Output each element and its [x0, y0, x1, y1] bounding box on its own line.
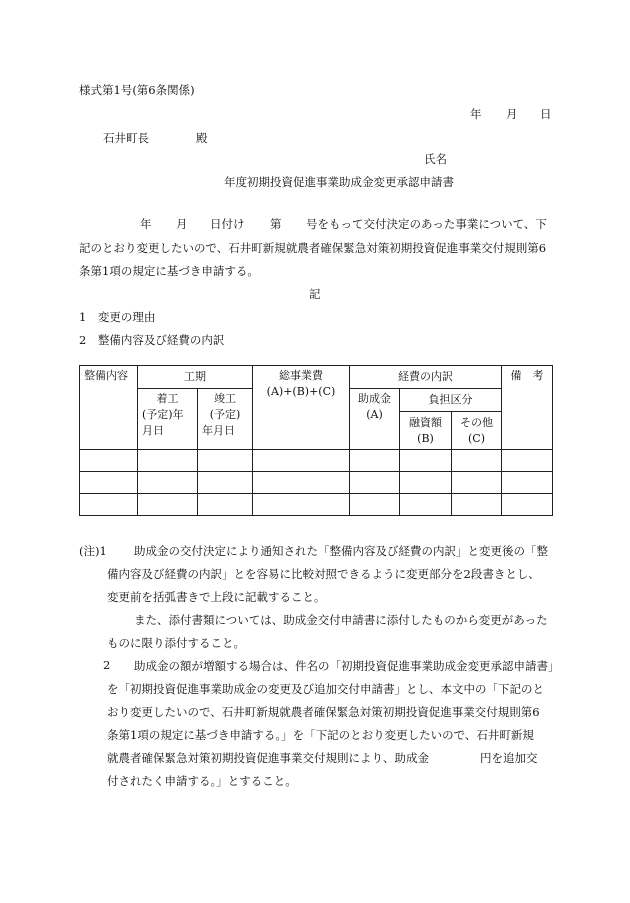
cell — [350, 472, 400, 494]
header-remarks: 備 考 — [502, 366, 553, 450]
note1-line1: 助成金の交付決定により通知された「整備内容及び経費の内訳」と変更後の「整 — [134, 544, 548, 558]
body-number-prefix: 第 — [270, 217, 282, 231]
note2-label: 2 — [103, 658, 111, 672]
body-line2: 記のとおり変更したいので、石井町新規就農者確保緊急対策初期投資促進事業交付規則第6 — [79, 241, 547, 255]
item-change-reason: 1 変更の理由 — [79, 310, 156, 324]
cell — [198, 450, 253, 472]
cell — [80, 494, 138, 516]
end-planned: (予定) — [209, 408, 241, 421]
cell — [502, 450, 553, 472]
breakdown-table — [79, 365, 553, 516]
cell — [400, 450, 452, 472]
header-end — [198, 389, 253, 450]
item-breakdown: 2 整備内容及び経費の内訳 — [79, 333, 225, 347]
addressee: 石井町長 — [103, 131, 149, 145]
cell — [80, 450, 138, 472]
date-year: 年 — [470, 107, 482, 121]
note1-line3: 変更前を括弧書きで上段に記載すること。 — [107, 590, 326, 604]
honorific: 殿 — [196, 131, 208, 145]
note1-line2: 備内容及び経費の内訳」とを容易に比較対照できるように変更部分を2段書きとし、 — [107, 567, 540, 581]
header-period: 工期 — [138, 366, 253, 389]
body-date: 日付け — [210, 217, 245, 231]
header-subsidy — [350, 389, 400, 450]
loan-code: (B) — [417, 431, 434, 445]
header-loan — [400, 412, 452, 450]
body-year: 年 — [140, 217, 152, 231]
cell — [452, 450, 502, 472]
start-label: 着工 — [156, 392, 179, 405]
note1-line5: ものに限り添付すること。 — [107, 636, 245, 650]
body-line1-rest: 号をもって交付決定のあった事業について、下 — [306, 217, 547, 231]
cell — [253, 494, 350, 516]
header-other — [452, 412, 502, 450]
cell — [452, 472, 502, 494]
cell — [198, 494, 253, 516]
end-label: 竣工 — [214, 392, 236, 405]
table-row — [80, 450, 553, 472]
note2-line3: おり変更したいので、石井町新規就農者確保緊急対策初期投資促進事業交付規則第6 — [107, 705, 540, 719]
note2-line4: 条第1項の規定に基づき申請する。」を「下記のとおり変更したいので、石井町新規 — [107, 728, 534, 742]
note1-line4: また、添付書類については、助成金交付申請書に添付したものから変更があった — [134, 613, 548, 627]
header-content: 整備内容 — [80, 366, 138, 450]
body-line3: 条第1項の規定に基づき申請する。 — [79, 264, 259, 278]
form-number: 様式第1号(第6条関係) — [79, 83, 195, 97]
ki-label: 記 — [309, 287, 321, 301]
cell — [400, 494, 452, 516]
note2-line2: を「初期投資促進事業助成金の変更及び追加交付申請書」とし、本文中の「下記のと — [107, 682, 544, 696]
header-breakdown: 経費の内訳 — [350, 366, 502, 389]
other-code: (C) — [468, 431, 485, 445]
cell — [350, 494, 400, 516]
header-start — [138, 389, 198, 450]
cell — [400, 472, 452, 494]
cell — [502, 472, 553, 494]
cell — [138, 450, 198, 472]
note1-label: (注)1 — [79, 544, 107, 558]
other-label: その他 — [460, 415, 493, 429]
loan-label: 融資額 — [409, 415, 442, 429]
cell — [80, 472, 138, 494]
start-planned: (予定)年 — [142, 408, 184, 421]
table-row — [80, 472, 553, 494]
total-label: 総事業費 — [279, 369, 323, 382]
cell — [253, 450, 350, 472]
table-row — [80, 494, 553, 516]
cell — [138, 494, 198, 516]
note2-line1: 助成金の額が増額する場合は、件名の「初期投資促進事業助成金変更承認申請書」 — [134, 659, 560, 673]
header-burden: 負担区分 — [400, 389, 502, 412]
total-formula: (A)+(B)+(C) — [266, 385, 336, 398]
cell — [350, 450, 400, 472]
date-month: 月 — [506, 107, 518, 121]
subsidy-code: (A) — [366, 408, 383, 421]
start-date: 月日 — [142, 424, 164, 437]
cell — [198, 472, 253, 494]
note2-line6: 付されたく申請する。」とすること。 — [107, 774, 297, 788]
note2-line5b: 円を追加交 — [480, 751, 538, 765]
subsidy-label: 助成金 — [358, 392, 391, 405]
applicant-name-label: 氏名 — [424, 152, 447, 166]
cell — [138, 472, 198, 494]
body-month: 月 — [176, 217, 188, 231]
cell — [502, 494, 553, 516]
header-total — [253, 366, 350, 450]
note2-line5a: 就農者確保緊急対策初期投資促進事業交付規則により、助成金 — [107, 751, 429, 765]
document-title: 年度初期投資促進事業助成金変更承認申請書 — [224, 175, 454, 189]
cell — [452, 494, 502, 516]
date-day: 日 — [540, 107, 552, 121]
end-date: 年月日 — [202, 424, 235, 437]
cell — [253, 472, 350, 494]
